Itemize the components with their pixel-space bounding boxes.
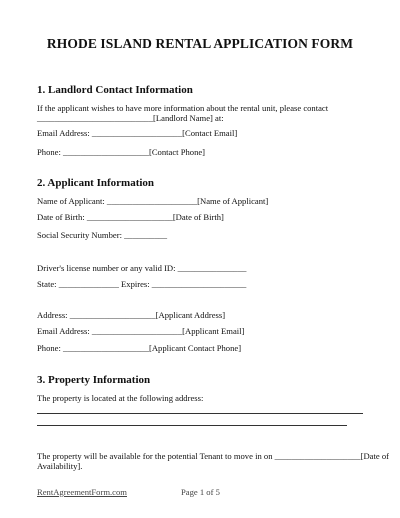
section-heading-applicant: 2. Applicant Information: [37, 177, 155, 189]
property-address-line-2[interactable]: [37, 425, 347, 426]
property-availability-continued: Availability].: [37, 461, 83, 471]
applicant-license-field[interactable]: Driver's license number or any valid ID: ________________: [37, 263, 247, 273]
landlord-intro-text: If the applicant wishes to have more information about the rental unit, please contact: [37, 103, 329, 113]
property-address-label: The property is located at the following address:: [37, 393, 204, 403]
landlord-email-field[interactable]: Email Address: _____________________[Contact Email]: [37, 128, 238, 138]
document-title: RHODE ISLAND RENTAL APPLICATION FORM: [46, 36, 354, 51]
landlord-phone-field[interactable]: Phone: ____________________[Contact Phone]: [37, 147, 206, 157]
applicant-ssn-field[interactable]: Social Security Number: __________: [37, 230, 168, 240]
applicant-address-field[interactable]: Address: ____________________[Applicant Address]: [37, 310, 226, 320]
footer-page-number: Page 1 of 5: [181, 487, 220, 497]
section-heading-landlord: 1. Landlord Contact Information: [37, 84, 193, 96]
footer-site-link[interactable]: RentAgreementForm.com: [37, 487, 127, 497]
applicant-email-field[interactable]: Email Address: _____________________[Applicant Email]: [37, 326, 245, 336]
applicant-phone-field[interactable]: Phone: ____________________[Applicant Contact Phone]: [37, 343, 242, 353]
applicant-dob-field[interactable]: Date of Birth: ____________________[Date of Birth]: [37, 212, 224, 222]
property-address-line-1[interactable]: [37, 413, 363, 414]
applicant-state-expires-field[interactable]: State: ______________ Expires: ______________________: [37, 279, 247, 289]
landlord-name-field[interactable]: ___________________________[Landlord Name] at:: [37, 113, 224, 123]
section-heading-property: 3. Property Information: [37, 374, 151, 386]
property-availability-field[interactable]: The property will be available for the potential Tenant to move in on ____________________[Date of: [37, 451, 389, 461]
applicant-name-field[interactable]: Name of Applicant: _____________________[Name of Applicant]: [37, 196, 269, 206]
